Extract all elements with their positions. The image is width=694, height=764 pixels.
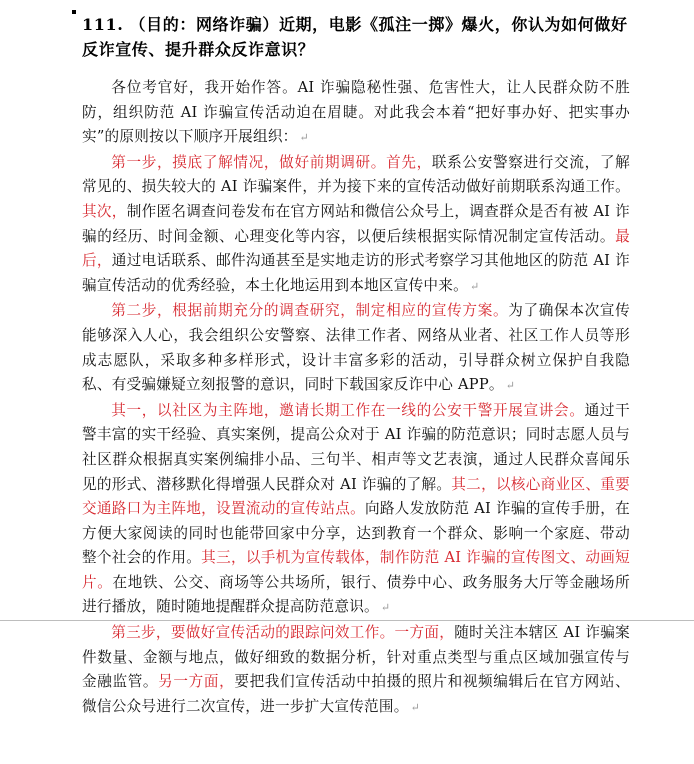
step1-text-2: 制作匿名调查问卷发布在官方网站和微信公众号上，调查群众是否有被 AI 诈骗的经历、时间金额、心理变化等内容，以便后续根据实际情况制定宣传活动。 [82,202,630,245]
step1-marker-3: 最后， [82,227,630,270]
measure-3-heading: 其三，以手机为宣传载体，制作防范 AI 诈骗的宣传图文、动画短片。 [82,549,630,591]
question-heading: 111. （目的：网络诈骗）近期，电影《孤注一掷》爆火，你认为如何做好反诈宣传、提升群众反诈意识？ [82,15,628,59]
step2-heading: 第二步，根据前期充分的调查研究，制定相应的宣传方案。 [111,302,509,320]
measure-2-heading: 其二，以核心商业区、重要交通路口为主阵地，设置流动的宣传站点。 [82,475,630,518]
step3-text-2: 要把我们宣传活动中拍摄的照片和视频编辑后在官方网站、微信公众号进行二次宣传，进一步扩大宣传范围。 [82,673,630,715]
step3-heading: 第三步，要做好宣传活动的跟踪问效工作。一方面， [111,624,455,642]
step3-text-1: 随时关注本辖区 AI 诈骗案件数量、金额与地点，做好细致的数据分析，针对重点类型与重点区域加强宣传与金融监管。 [82,624,630,691]
step3-marker-2: 另一方面， [158,673,235,691]
intro-paragraph [82,76,630,151]
measures-paragraph [82,399,630,621]
page-break-divider [0,620,694,621]
measure-3-text: 在地铁、公交、商场等公共场所，银行、债券中心、政务服务大厅等金融场所进行播放，随时随地提醒群众提高防范意识。 [82,573,630,616]
measure-1-heading: 其一，以社区为主阵地，邀请长期工作在一线的公安干警开展宣讲会。 [111,401,585,419]
paragraph-mark-icon: ↵ [469,279,480,293]
measure-2-text: 向路人发放防范 AI 诈骗的宣传手册，在方便大家阅读的同时也能带回家中分享，达到教育一个群众、影响一个家庭、带动整个社会的作用。 [82,500,630,567]
step1-paragraph [82,151,630,300]
paragraph-mark-icon: ↵ [505,379,516,393]
measure-1-text: 通过干警丰富的实干经验、真实案例，提高公众对于 AI 诈骗的防范意识；同时志愿人员与社区群众根据真实案例编排小品、三句半、相声等文艺表演，通过人民群众喜闻乐见的形式、潜移默化得增强人民群众对 AI 诈骗的了解。 [82,401,630,493]
answer-body [82,76,630,720]
paragraph-mark-icon: ↵ [299,131,309,145]
paragraph-mark-icon: ↵ [380,601,391,615]
step1-text-1: 联系公安警察进行交流，了解常见的、损失较大的 AI 诈骗案件，并为接下来的宣传活动做好前期联系沟通工作。 [82,153,630,196]
step1-text-3: 通过电话联系、邮件沟通甚至是实地走访的形式考察学习其他地区的防范 AI 诈骗宣传活动的优秀经验，本土化地运用到本地区宣传中来。 [82,252,630,294]
step2-text-1: 为了确保本次宣传能够深入人心，我会组织公安警察、法律工作者、网络从业者、社区工作人员等形成志愿队，采取多种多样形式，设计丰富多彩的活动，引导群众树立保护自我隐私、有受骗嫌疑立刻报警的意识，同时下载国家反诈中心 APP。 [82,302,630,394]
step1-marker-2: 其次， [82,202,127,220]
paragraph-mark-icon: ↵ [410,700,421,714]
step3-paragraph [82,621,630,720]
intro-text: 各位考官好，我开始作答。AI 诈骗隐秘性强、危害性大，让人民群众防不胜防，组织防范 AI 诈骗宣传活动迫在眉睫。对此我会本着“把好事办好、把实事办实”的原则按以下顺序开展组织： [82,79,630,146]
step2-paragraph [82,299,630,398]
step1-heading: 第一步，摸底了解情况，做好前期调研。首先， [111,153,432,171]
paragraph-anchor-mark [72,10,76,14]
